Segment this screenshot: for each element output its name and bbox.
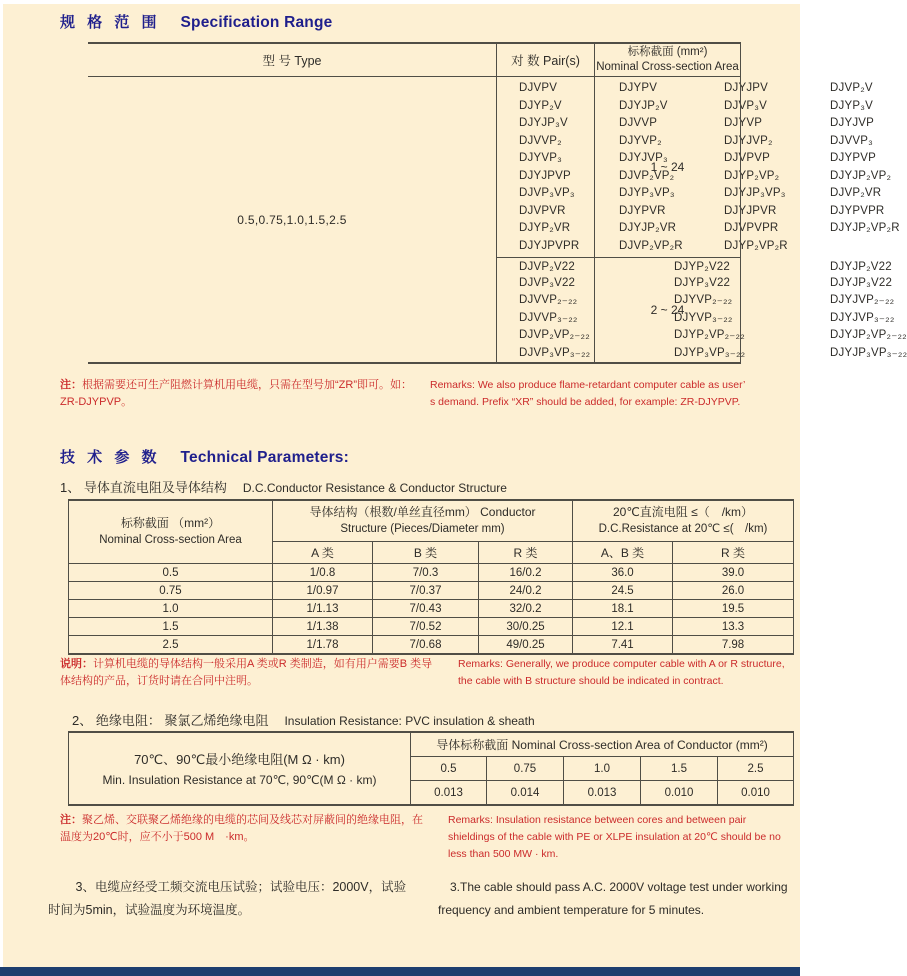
- note-flame-retardant-zh: [60, 377, 412, 411]
- cable-type-code: DJYJPVPR: [519, 239, 580, 252]
- cable-type-code: DJVP₂VP₂₋₂₂: [519, 329, 590, 342]
- cable-type-code: DJVP₃V22: [519, 276, 576, 289]
- dc-table-row: [69, 600, 794, 618]
- cable-type-code: DJVP₂VP₂: [619, 169, 675, 182]
- voltage-test-en: 3.The cable should pass A.C. 2000V voltage test under working frequency and ambient temperature for 5 minutes.: [438, 880, 788, 917]
- note-text-zh: 聚乙烯、交联聚乙烯绝缘的电缆的芯间及线芯对屏蔽间的绝缘电阻，在温度为20℃时，应不小于500 M ·km。: [60, 814, 423, 844]
- cable-type-code: DJVP₃VP₃₋₂₂: [519, 346, 591, 359]
- note-conductor-structure-zh: [60, 656, 440, 690]
- dc-cell-structure-a: 1/0.97: [273, 582, 373, 600]
- cable-type-code: DJVP₂V: [830, 82, 873, 95]
- cable-type-code: DJVPV: [519, 82, 558, 95]
- cable-type-code: DJVP₂VR: [830, 187, 882, 200]
- param1-heading-en: D.C.Conductor Resistance & Conductor Structure: [242, 481, 507, 495]
- cable-type-code: DJYP₃V: [830, 99, 873, 112]
- ir-value-cell: 0.014: [487, 781, 564, 806]
- cable-type-code: DJYJPV: [724, 82, 769, 95]
- cable-type-code: DJYVP₃: [519, 152, 562, 165]
- dc-cell-structure-r: 32/0.2: [479, 600, 573, 618]
- ir-table-header-row: [69, 732, 794, 757]
- dc-cell-area: 2.5: [69, 636, 273, 655]
- ir-min-resistance-label: [69, 732, 411, 805]
- cable-type-code: DJYP₃VP₃₋₂₂: [674, 346, 746, 359]
- cable-type-code: DJYJVP₃₋₂₂: [830, 311, 895, 324]
- col-header-type: 型 号 Type: [88, 44, 497, 77]
- dc-cell-resistance-ab: 18.1: [573, 600, 673, 618]
- cable-type-code: DJYJP₃VP₃: [724, 187, 786, 200]
- cable-type-code: DJYJVP₂: [724, 134, 773, 147]
- cable-type-code: DJYPVR: [619, 204, 666, 217]
- dc-group-resistance-en: D.C.Resistance at 20℃ ≤( /km): [598, 523, 768, 536]
- param2-heading: [72, 710, 535, 730]
- dc-group-resistance-zh: 20℃直流电阻 ≤（ /km）: [612, 504, 754, 519]
- dc-table-body: [69, 564, 794, 655]
- dc-cell-resistance-r: 13.3: [673, 618, 794, 636]
- cable-type-code: DJYJVP₂₋₂₂: [830, 294, 895, 307]
- cable-type-code: DJYJP₃V: [519, 117, 568, 130]
- cable-type-code: DJVVP₂: [519, 134, 562, 147]
- cross-section-header-en: Nominal Cross-section Area: [596, 61, 739, 73]
- note-insulation-resistance-zh: [60, 812, 430, 862]
- pairs-range-block-1: 1 ~ 24: [595, 77, 741, 258]
- dc-cell-resistance-r: 7.98: [673, 636, 794, 655]
- dc-cell-structure-r: 24/0.2: [479, 582, 573, 600]
- cable-type-code: DJVP₂V22: [519, 261, 575, 274]
- cable-type-code: DJYP₂VP₂₋₂₂: [674, 329, 745, 342]
- dc-cell-structure-a: 1/1.13: [273, 600, 373, 618]
- cable-type-code: DJYP₃V22: [674, 276, 731, 289]
- cable-type-code: DJYP₂VR: [519, 222, 571, 235]
- cable-type-code: DJYJPVR: [724, 204, 777, 217]
- dc-cell-structure-r: 30/0.25: [479, 618, 573, 636]
- dc-col-nominal-area-zh: 标称截面 （mm²）: [120, 515, 221, 530]
- dc-cell-structure-a: 1/0.8: [273, 564, 373, 582]
- dc-cell-area: 1.5: [69, 618, 273, 636]
- dc-cell-resistance-r: 26.0: [673, 582, 794, 600]
- param1-heading-zh: 1、 导体直流电阻及导体结构: [60, 480, 227, 495]
- dc-group-conductor-structure: [273, 500, 573, 542]
- dc-cell-structure-b: 7/0.52: [373, 618, 479, 636]
- cable-type-code: DJYP₂VP₂R: [724, 239, 788, 252]
- cross-section-values: 0.5,0.75,1.0,1.5,2.5: [88, 77, 497, 362]
- dc-cell-structure-r: 49/0.25: [479, 636, 573, 655]
- dc-cell-structure-b: 7/0.37: [373, 582, 479, 600]
- cross-section-header-zh: 标称截面 (mm²): [627, 46, 708, 59]
- note-conductor-structure: [60, 656, 790, 690]
- param1-heading: [60, 477, 507, 497]
- note-label: 注：: [60, 379, 82, 391]
- ir-cross-section-header: 导体标称截面 Nominal Cross-section Area of Conductor (mm²): [411, 732, 794, 757]
- dc-table-row: [69, 636, 794, 655]
- cable-type-code: DJVVP₃₋₂₂: [519, 311, 578, 324]
- dc-cell-resistance-r: 19.5: [673, 600, 794, 618]
- cable-type-code: DJVVP: [619, 117, 658, 130]
- note-text-zh: 计算机电缆的导体结构一般采用A 类或R 类制造，如有用户需要B 类导体结构的产品，订货时请在合同中注明。: [60, 658, 433, 688]
- cable-type-code: DJYJP₂VP₂₋₂₂: [830, 329, 907, 342]
- ir-size-cell: 0.5: [411, 757, 487, 781]
- cable-type-code: DJYVP: [724, 117, 763, 130]
- page-footer-bar: [0, 967, 800, 976]
- dc-cell-area: 1.0: [69, 600, 273, 618]
- dc-table-row: [69, 582, 794, 600]
- cable-type-code: DJYPV: [619, 82, 658, 95]
- dc-group-structure-en: Structure (Pieces/Diameter mm): [340, 523, 505, 536]
- ir-size-cell: 0.75: [487, 757, 564, 781]
- dc-cell-area: 0.75: [69, 582, 273, 600]
- ir-value-cell: 0.010: [718, 781, 794, 806]
- dc-cell-resistance-r: 39.0: [673, 564, 794, 582]
- note-label: 说明：: [60, 658, 93, 670]
- dc-cell-structure-b: 7/0.3: [373, 564, 479, 582]
- dc-group-structure-zh: 导体结构（根数/单丝直径mm） Conductor: [309, 504, 536, 519]
- dc-group-resistance: [573, 500, 794, 542]
- spec-range-title: [60, 11, 332, 32]
- dc-cell-structure-b: 7/0.43: [373, 600, 479, 618]
- cable-type-code: DJVP₃V: [724, 99, 767, 112]
- cable-type-code: DJVP₂VP₂R: [619, 239, 683, 252]
- cable-type-code: DJVPVR: [519, 204, 566, 217]
- cable-type-code: DJVVP₂₋₂₂: [519, 294, 578, 307]
- cable-type-code: DJYPVPR: [830, 204, 885, 217]
- dc-sub-header: B 类: [373, 542, 479, 564]
- note-flame-retardant: [60, 377, 750, 411]
- cable-type-code: DJYJP₃V22: [830, 276, 893, 289]
- dc-cell-resistance-ab: 12.1: [573, 618, 673, 636]
- cable-type-code: DJYJVP₃: [619, 152, 668, 165]
- dc-col-nominal-area: [69, 500, 273, 564]
- cable-type-code: DJYVP₂₋₂₂: [674, 294, 733, 307]
- dc-col-nominal-area-en: Nominal Cross-section Area: [99, 534, 242, 547]
- cable-type-code: DJYVP₂: [619, 134, 662, 147]
- cable-type-code: DJVVP₃: [830, 134, 873, 147]
- param2-heading-zh: 2、 绝缘电阻： 聚氯乙烯绝缘电阻: [72, 713, 269, 728]
- cable-type-code: DJYP₂V: [519, 99, 562, 112]
- dc-cell-resistance-ab: 36.0: [573, 564, 673, 582]
- ir-size-cell: 1.5: [641, 757, 718, 781]
- cable-type-code: DJVPVP: [724, 152, 770, 165]
- pairs-range-block-2: 2 ~ 24: [595, 258, 741, 362]
- cable-type-code: DJYP₂VP₂: [724, 169, 780, 182]
- dc-table-row: [69, 564, 794, 582]
- dc-cell-structure-a: 1/1.78: [273, 636, 373, 655]
- dc-cell-structure-r: 16/0.2: [479, 564, 573, 582]
- dc-sub-header: R 类: [673, 542, 794, 564]
- param2-heading-en: Insulation Resistance: PVC insulation & sheath: [284, 714, 535, 728]
- cable-type-code: DJYJP₂VP₂R: [830, 222, 900, 235]
- cable-type-code: DJYJVP: [830, 117, 875, 130]
- note-conductor-structure-en: Remarks: Generally, we produce computer cable with A or R structure, the cable with B structure should be indicated in contract.: [458, 658, 785, 687]
- col-header-cross-section: [595, 44, 741, 77]
- ir-value-cell: 0.013: [411, 781, 487, 806]
- dc-cell-area: 0.5: [69, 564, 273, 582]
- cable-type-code: DJYJP₃VP₃₋₂₂: [830, 346, 907, 359]
- cable-type-code: DJYP₃VP₃: [619, 187, 675, 200]
- dc-sub-header: A、B 类: [573, 542, 673, 564]
- voltage-test-paragraph: [48, 876, 796, 922]
- ir-min-resistance-en: Min. Insulation Resistance at 70℃, 90℃(M Ω · km): [102, 773, 377, 788]
- dc-cell-resistance-ab: 7.41: [573, 636, 673, 655]
- dc-cell-resistance-ab: 24.5: [573, 582, 673, 600]
- dc-resistance-table: [68, 499, 794, 655]
- spec-range-title-zh: 规 格 范 围: [60, 14, 161, 31]
- note-insulation-resistance: [60, 812, 790, 862]
- ir-size-cell: 1.0: [564, 757, 641, 781]
- dc-cell-structure-a: 1/1.38: [273, 618, 373, 636]
- cable-type-code: DJYJP₂V22: [830, 261, 892, 274]
- note-flame-retardant-en: Remarks: We also produce flame-retardant computer cable as user’ s demand. Prefix “XR” should be added, for example: ZR-DJYPVP.: [430, 379, 745, 408]
- ir-value-cell: 0.013: [564, 781, 641, 806]
- technical-parameters-title-zh: 技 术 参 数: [60, 449, 161, 466]
- dc-sub-header: A 类: [273, 542, 373, 564]
- note-label: 注：: [60, 814, 82, 826]
- ir-min-resistance-zh: 70℃、90℃最小绝缘电阻(M Ω · km): [134, 751, 345, 767]
- cable-type-code: DJYJP₂VR: [619, 222, 677, 235]
- cable-type-code: DJYJPVP: [519, 169, 571, 182]
- dc-cell-structure-b: 7/0.68: [373, 636, 479, 655]
- cable-type-code: DJVP₃VP₃: [519, 187, 575, 200]
- note-text-zh: 根据需要还可生产阻燃计算机用电缆，只需在型号加“ZR”即可。如：ZR-DJYPVP。: [60, 379, 412, 409]
- cable-type-code: DJYP₂V22: [674, 261, 730, 274]
- ir-size-cell: 2.5: [718, 757, 794, 781]
- cable-type-code: DJYJP₂VP₂: [830, 169, 892, 182]
- technical-parameters-title-en: Technical Parameters:: [180, 449, 349, 466]
- dc-table-row: [69, 618, 794, 636]
- cable-type-code: DJVPVPR: [724, 222, 779, 235]
- voltage-test-zh: 3、电缆应经受工频交流电压试验；试验电压：2000V，试验时间为5min，试验温度为环境温度。: [48, 880, 407, 917]
- spec-range-title-en: Specification Range: [180, 14, 333, 31]
- technical-parameters-title: [60, 446, 349, 467]
- cable-type-code: DJYPVP: [830, 152, 876, 165]
- ir-value-cell: 0.010: [641, 781, 718, 806]
- specification-range-table: [88, 42, 907, 364]
- dc-table-header-row-1: [69, 500, 794, 542]
- note-insulation-resistance-en: Remarks: Insulation resistance between cores and between pair shieldings of the cable with PE or XLPE insulation at 20℃ should be no less than 500 MW · km.: [448, 814, 781, 860]
- cable-type-code: DJYVP₃₋₂₂: [674, 311, 733, 324]
- dc-sub-header: R 类: [479, 542, 573, 564]
- cable-type-code: DJYJP₂V: [619, 99, 668, 112]
- insulation-resistance-table: [68, 731, 794, 806]
- col-header-pairs: 对 数 Pair(s): [497, 44, 595, 77]
